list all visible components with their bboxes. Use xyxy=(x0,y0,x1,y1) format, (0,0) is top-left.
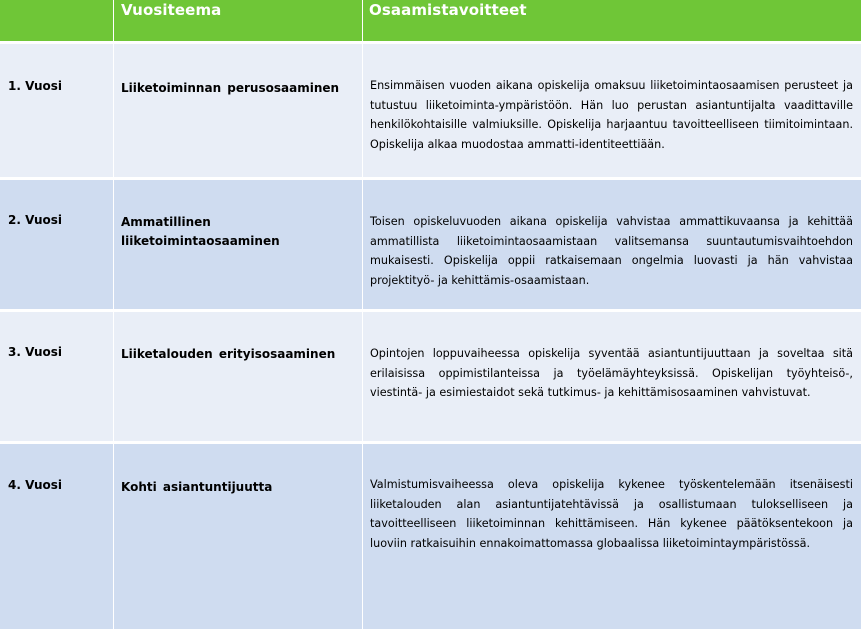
goals-cell xyxy=(362,444,861,629)
header-goals-label: Osaamistavoitteet xyxy=(369,1,527,19)
year-cell xyxy=(0,180,113,309)
year-cell xyxy=(0,312,113,441)
goals-text: Valmistumisvaiheessa oleva opiskelija kykenee työskentelemään itsenäisesti liiketalouden alan asiantuntijatehtävissä ja osallistumaan tulokselliseen ja tavoitteelliseen liiketoiminnan kehittämiseen. Hän kykenee päätöksentekoon ja luoviin ratkaisuihin ennakoimattomassa globaalissa liiketoimintaympäristössä. xyxy=(370,478,853,550)
table-header-row xyxy=(0,0,861,41)
theme-cell xyxy=(113,44,362,177)
goals-cell xyxy=(362,312,861,441)
theme-cell xyxy=(113,312,362,441)
goals-text: Ensimmäisen vuoden aikana opiskelija omaksuu liiketoimintaosaamisen perusteet ja tutustuu liiketoiminta-ympäristöön. Hän luo perustan asiantuntijalta vaadittaville henkilökohtaisille valmiuksille. Opiskelija harjaantuu tavoitteelliseen tiimitoimintaan. Opiskelija alkaa muodostaa ammatti-identiteettiään. xyxy=(370,79,853,151)
theme-cell xyxy=(113,180,362,309)
table-row xyxy=(0,180,861,309)
year-cell xyxy=(0,444,113,629)
goals-text: Toisen opiskeluvuoden aikana opiskelija vahvistaa ammattikuvaansa ja kehittää ammatillista liiketoimintaosaamistaan valitsemansa suuntautumisvaihtoehdon mukaisesti. Opiskelija oppii ratkaisemaan ongelmia luovasti ja hän vahvistaa projektityö- ja kehittämis-osaamistaan. xyxy=(370,215,853,287)
year-label: 1. Vuosi xyxy=(8,79,62,93)
table-row xyxy=(0,312,861,441)
year-label: 2. Vuosi xyxy=(8,213,62,227)
goals-cell xyxy=(362,180,861,309)
theme-label: Ammatillinen liiketoimintaosaaminen xyxy=(121,215,280,248)
theme-cell xyxy=(113,444,362,629)
header-cell-goals xyxy=(362,0,861,41)
year-cell xyxy=(0,44,113,177)
table-row xyxy=(0,444,861,629)
year-label: 4. Vuosi xyxy=(8,478,62,492)
theme-label: Liiketoiminnan perusosaaminen xyxy=(121,81,340,95)
table-row xyxy=(0,44,861,177)
theme-label: Kohti asiantuntijuutta xyxy=(121,480,273,494)
year-label: 3. Vuosi xyxy=(8,345,62,359)
goals-cell xyxy=(362,44,861,177)
theme-label: Liiketalouden erityisosaaminen xyxy=(121,347,336,361)
goals-text: Opintojen loppuvaiheessa opiskelija syventää asiantuntijuuttaan ja soveltaa sitä erilaisissa oppimistilanteissa ja työelämäyhteyksissä. Opiskelijan työyhteisö-, viestintä- ja esimiestaidot sekä tutkimus- ja kehittämisosaaminen vahvistuvat. xyxy=(370,347,853,399)
header-cell-year xyxy=(0,0,113,41)
header-cell-theme xyxy=(113,0,362,41)
header-theme-label: Vuositeema xyxy=(121,1,222,19)
